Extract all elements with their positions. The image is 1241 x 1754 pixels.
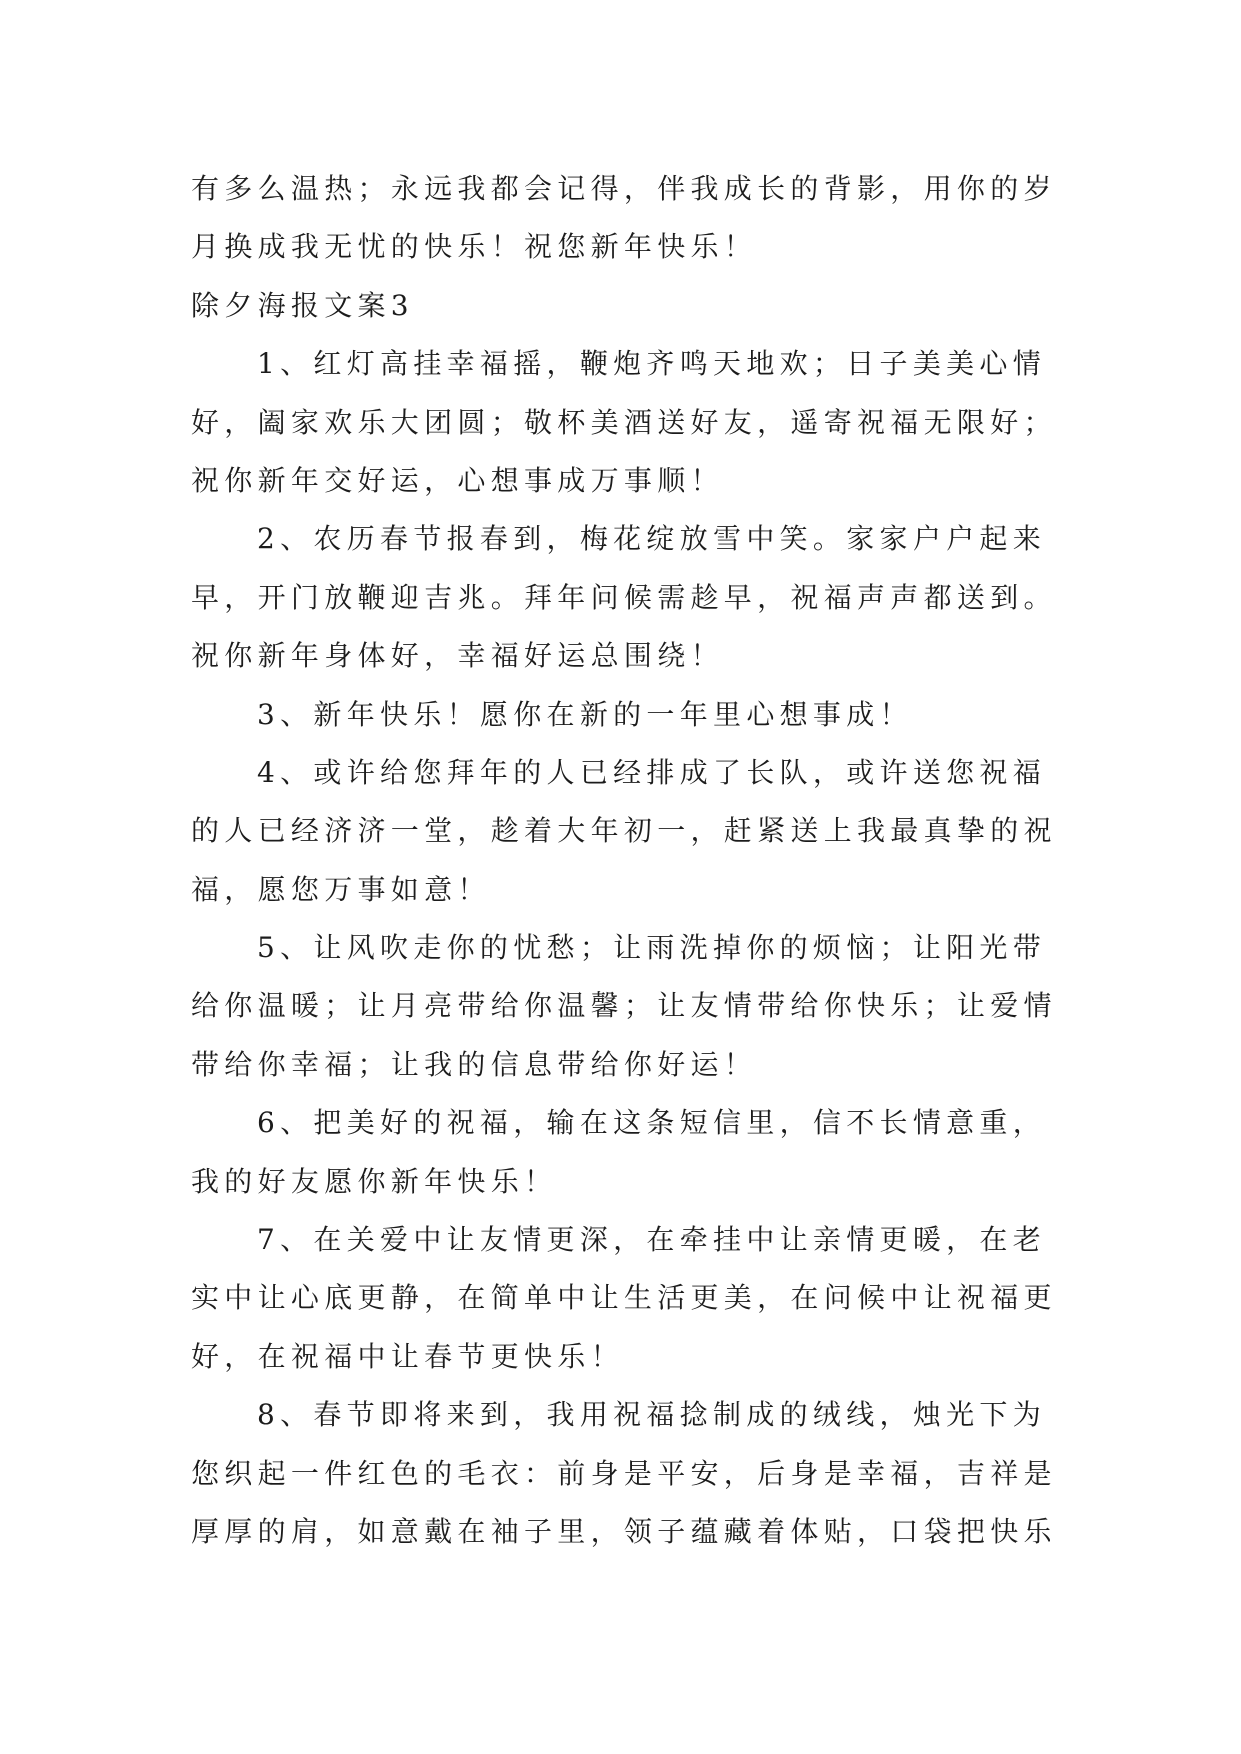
document-body xyxy=(191,160,1131,1561)
paragraph-line: 祝你新年身体好，幸福好运总围绕！ xyxy=(191,639,724,673)
paragraph-line: 2、农历春节报春到，梅花绽放雪中笑。家家户户起来 xyxy=(257,522,1047,556)
paragraph-line: 1、红灯高挂幸福摇，鞭炮齐鸣天地欢；日子美美心情 xyxy=(257,347,1047,381)
intro-paragraph xyxy=(191,160,1131,277)
paragraph-line: 我的好友愿你新年快乐！ xyxy=(191,1164,558,1198)
paragraph-line: 7、在关爱中让友情更深，在牵挂中让亲情更暖，在老 xyxy=(257,1223,1047,1257)
list-item-5 xyxy=(191,919,1131,1094)
paragraph-line: 好，阖家欢乐大团圆；敬杯美酒送好友，遥寄祝福无限好； xyxy=(191,405,1057,439)
list-item-3 xyxy=(191,686,1131,744)
paragraph-line: 您织起一件红色的毛衣：前身是平安，后身是幸福，吉祥是 xyxy=(191,1456,1057,1490)
paragraph-line: 祝你新年交好运，心想事成万事顺！ xyxy=(191,463,724,497)
paragraph-line: 给你温暖；让月亮带给你温馨；让友情带给你快乐；让爱情 xyxy=(191,989,1057,1023)
paragraph-line: 4、或许给您拜年的人已经排成了长队，或许送您祝福 xyxy=(257,755,1047,789)
paragraph-line: 福，愿您万事如意！ xyxy=(191,872,491,906)
paragraph-line: 带给你幸福；让我的信息带给你好运！ xyxy=(191,1047,758,1081)
list-item-2 xyxy=(191,510,1131,685)
list-item-8 xyxy=(191,1386,1131,1561)
paragraph-line: 有多么温热；永远我都会记得，伴我成长的背影，用你的岁 xyxy=(191,172,1057,205)
list-item-7 xyxy=(191,1211,1131,1386)
paragraph-line: 5、让风吹走你的忧愁；让雨洗掉你的烦恼；让阳光带 xyxy=(257,931,1047,965)
paragraph-line: 8、春节即将来到，我用祝福捻制成的绒线，烛光下为 xyxy=(257,1398,1047,1432)
list-item-4 xyxy=(191,744,1131,919)
paragraph-line: 好，在祝福中让春节更快乐！ xyxy=(191,1339,624,1373)
list-item-6 xyxy=(191,1094,1131,1211)
paragraph-line: 月换成我无忧的快乐！祝您新年快乐！ xyxy=(191,230,758,264)
paragraph-line: 3、新年快乐！愿你在新的一年里心想事成！ xyxy=(257,697,913,731)
paragraph-line: 厚厚的肩，如意戴在袖子里，领子蕴藏着体贴，口袋把快乐 xyxy=(191,1514,1057,1548)
paragraph-line: 实中让心底更静，在简单中让生活更美，在问候中让祝福更 xyxy=(191,1281,1057,1315)
section-heading: 除夕海报文案3 xyxy=(191,288,414,322)
paragraph-line: 6、把美好的祝福，输在这条短信里，信不长情意重， xyxy=(257,1106,1047,1140)
paragraph-line: 的人已经济济一堂，趁着大年初一，赶紧送上我最真挚的祝 xyxy=(191,814,1057,848)
paragraph-line: 早，开门放鞭迎吉兆。拜年问候需趁早，祝福声声都送到。 xyxy=(191,580,1057,614)
list-item-1 xyxy=(191,335,1131,510)
